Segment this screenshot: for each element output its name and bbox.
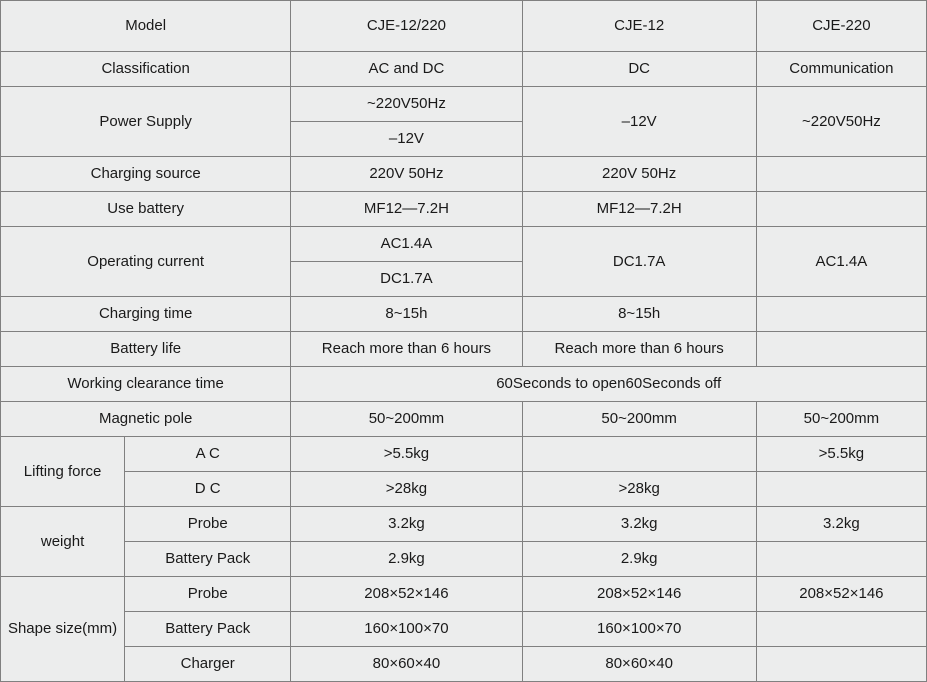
- cell-lifting-force-dc-2: >28kg: [522, 472, 756, 507]
- cell-use-battery-1: MF12—7.2H: [291, 192, 522, 227]
- row-label-battery-life: Battery life: [1, 332, 291, 367]
- row-label-working-clearance-time: Working clearance time: [1, 367, 291, 402]
- cell-weight-battery-pack-2: 2.9kg: [522, 542, 756, 577]
- row-label-model: Model: [1, 1, 291, 52]
- table-row: [1, 577, 927, 612]
- sub-label-shape-probe: Probe: [125, 577, 291, 612]
- cell-power-supply-2: –12V: [522, 87, 756, 157]
- cell-weight-probe-1: 3.2kg: [291, 507, 522, 542]
- cell-shape-charger-2: 80×60×40: [522, 647, 756, 682]
- cell-weight-battery-pack-1: 2.9kg: [291, 542, 522, 577]
- cell-lifting-force-dc-1: >28kg: [291, 472, 522, 507]
- cell-magnetic-pole-3: 50~200mm: [756, 402, 926, 437]
- group-label-lifting-force: Lifting force: [1, 437, 125, 507]
- cell-battery-life-3: [756, 332, 926, 367]
- cell-working-clearance-time: 60Seconds to open60Seconds off: [291, 367, 927, 402]
- cell-classification-1: AC and DC: [291, 52, 522, 87]
- table-row: [1, 612, 927, 647]
- cell-battery-life-2: Reach more than 6 hours: [522, 332, 756, 367]
- sub-label-shape-charger: Charger: [125, 647, 291, 682]
- table-row: [1, 192, 927, 227]
- cell-charging-time-2: 8~15h: [522, 297, 756, 332]
- table-row: [1, 1, 927, 52]
- cell-model-cje12-220: CJE-12/220: [291, 1, 522, 52]
- table-row: [1, 472, 927, 507]
- row-label-magnetic-pole: Magnetic pole: [1, 402, 291, 437]
- cell-shape-battery-pack-2: 160×100×70: [522, 612, 756, 647]
- group-label-weight: weight: [1, 507, 125, 577]
- table-row: [1, 367, 927, 402]
- cell-operating-current-1b: DC1.7A: [291, 262, 522, 297]
- table-row: [1, 402, 927, 437]
- table-row: [1, 227, 927, 262]
- cell-magnetic-pole-1: 50~200mm: [291, 402, 522, 437]
- row-label-power-supply: Power Supply: [1, 87, 291, 157]
- cell-shape-battery-pack-3: [756, 612, 926, 647]
- cell-battery-life-1: Reach more than 6 hours: [291, 332, 522, 367]
- cell-magnetic-pole-2: 50~200mm: [522, 402, 756, 437]
- sub-label-lifting-force-ac: A C: [125, 437, 291, 472]
- table-row: [1, 647, 927, 682]
- cell-weight-battery-pack-3: [756, 542, 926, 577]
- row-label-use-battery: Use battery: [1, 192, 291, 227]
- cell-use-battery-2: MF12—7.2H: [522, 192, 756, 227]
- cell-classification-3: Communication: [756, 52, 926, 87]
- cell-lifting-force-ac-2: [522, 437, 756, 472]
- cell-charging-time-1: 8~15h: [291, 297, 522, 332]
- cell-lifting-force-ac-3: >5.5kg: [756, 437, 926, 472]
- cell-model-cje220: CJE-220: [756, 1, 926, 52]
- cell-shape-probe-3: 208×52×146: [756, 577, 926, 612]
- table-row: [1, 437, 927, 472]
- cell-power-supply-1a: ~220V50Hz: [291, 87, 522, 122]
- sub-label-weight-battery-pack: Battery Pack: [125, 542, 291, 577]
- cell-lifting-force-dc-3: [756, 472, 926, 507]
- table-row: [1, 507, 927, 542]
- sub-label-lifting-force-dc: D C: [125, 472, 291, 507]
- row-label-classification: Classification: [1, 52, 291, 87]
- cell-charging-time-3: [756, 297, 926, 332]
- cell-shape-battery-pack-1: 160×100×70: [291, 612, 522, 647]
- cell-operating-current-1a: AC1.4A: [291, 227, 522, 262]
- cell-shape-probe-1: 208×52×146: [291, 577, 522, 612]
- row-label-charging-time: Charging time: [1, 297, 291, 332]
- cell-weight-probe-2: 3.2kg: [522, 507, 756, 542]
- cell-operating-current-2: DC1.7A: [522, 227, 756, 297]
- sub-label-shape-battery-pack: Battery Pack: [125, 612, 291, 647]
- cell-charging-source-2: 220V 50Hz: [522, 157, 756, 192]
- cell-charging-source-1: 220V 50Hz: [291, 157, 522, 192]
- cell-shape-charger-1: 80×60×40: [291, 647, 522, 682]
- row-label-operating-current: Operating current: [1, 227, 291, 297]
- cell-use-battery-3: [756, 192, 926, 227]
- cell-classification-2: DC: [522, 52, 756, 87]
- row-label-charging-source: Charging source: [1, 157, 291, 192]
- cell-power-supply-3: ~220V50Hz: [756, 87, 926, 157]
- table-row: [1, 297, 927, 332]
- cell-power-supply-1b: –12V: [291, 122, 522, 157]
- cell-model-cje12: CJE-12: [522, 1, 756, 52]
- sub-label-weight-probe: Probe: [125, 507, 291, 542]
- cell-operating-current-3: AC1.4A: [756, 227, 926, 297]
- table-row: [1, 52, 927, 87]
- group-label-shape-size: Shape size(mm): [1, 577, 125, 682]
- table-row: [1, 87, 927, 122]
- cell-charging-source-3: [756, 157, 926, 192]
- cell-shape-charger-3: [756, 647, 926, 682]
- table-row: [1, 332, 927, 367]
- cell-lifting-force-ac-1: >5.5kg: [291, 437, 522, 472]
- cell-shape-probe-2: 208×52×146: [522, 577, 756, 612]
- cell-weight-probe-3: 3.2kg: [756, 507, 926, 542]
- table-row: [1, 542, 927, 577]
- table-row: [1, 157, 927, 192]
